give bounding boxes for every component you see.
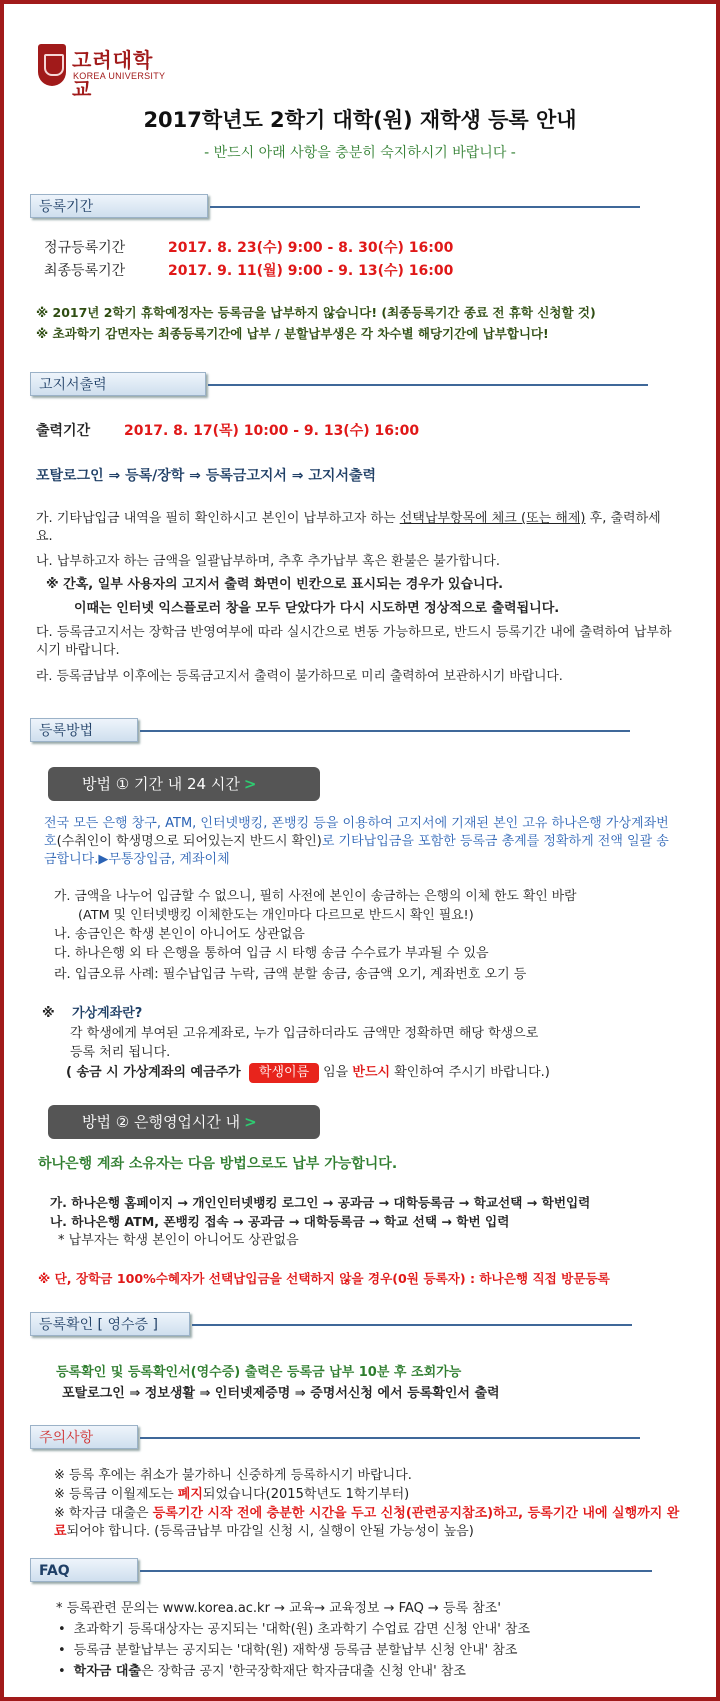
- logo-english: KOREA UNIVERSITY: [73, 71, 166, 81]
- section-divider: [140, 1570, 652, 1572]
- caution-loan: [54, 1505, 688, 1541]
- faq-item-rest: 은 장학금 공지 '한국장학재단 학자금대출 신청 안내' 참조: [141, 1664, 466, 1679]
- caution-carryover-emphasis: 폐지: [177, 1487, 203, 1502]
- method1-item-ga-note: (ATM 및 인터넷뱅킹 이체한도는 개인마다 다르므로 반드시 확인 필요!): [78, 908, 474, 923]
- notice-item-ga-text: 가. 기타납입금 내역을 필히 확인하시고 본인이 납부하고자 하는: [36, 511, 400, 526]
- method2-item-na: 나. 하나은행 ATM, 폰뱅킹 접속 → 공과금 → 대학등록금 → 학교 선택 → 학번 입력: [50, 1214, 510, 1229]
- faq-item: * 등록관련 문의는 www.korea.ac.kr → 교육→ 교육정보 → FAQ → 등록 참조': [56, 1601, 501, 1616]
- section-title: 주의사항: [30, 1425, 138, 1449]
- owner-note-mid: 임을: [323, 1065, 349, 1080]
- method1-item-ra: 라. 입금오류 사례: 필수납입금 누락, 금액 분할 송금, 송금액 오기, 계좌번호 오기 등: [54, 967, 527, 982]
- method1-desc-main: 전국 모든 은행 창구, ATM, 인터넷뱅킹, 폰뱅킹 등을 이용하여 고지서에 기재된 본인 고유 하나은행 가상계좌번호: [44, 816, 669, 849]
- method1-desc-type: ▶무통장입금, 계좌이체: [98, 852, 230, 867]
- faq-item: [58, 1663, 466, 1681]
- method1-button-label: 방법 ① 기간 내 24 시간: [82, 775, 240, 793]
- notice-item-da: 다. 등록금고지서는 장학금 반영여부에 따라 실시간으로 변동 가능하므로, 반드시 등록기간 내에 출력하여 납부하시기 바랍니다.: [36, 625, 672, 658]
- chevron-right-icon: >: [243, 775, 257, 793]
- caution-loan-text: ※ 학자금 대출은: [54, 1506, 153, 1521]
- section-title: 등록기간: [30, 194, 208, 218]
- section-title: 등록방법: [30, 718, 138, 742]
- virtual-account-title: 가상계좌란?: [72, 1006, 143, 1021]
- section-divider: [140, 1437, 640, 1439]
- faq-item: • 등록금 분할납부는 공지되는 '대학(원) 재학생 등록금 분할납부 신청 안내' 참조: [58, 1642, 517, 1660]
- method2-headline: 하나은행 계좌 소유자는 다음 방법으로도 납부 가능합니다.: [38, 1156, 398, 1172]
- section-header-notice: [30, 372, 660, 398]
- method2-item-ga: 가. 하나은행 홈페이지 → 개인인터넷뱅킹 로그인 → 공과금 → 대학등록금 → 학교선택 → 학번입력: [50, 1195, 591, 1210]
- method2-note: * 납부자는 학생 본인이 아니어도 상관없음: [58, 1233, 299, 1248]
- method2-warning: ※ 단, 장학금 100%수혜자가 선택납입금을 선택하지 않을 경우(0원 등록자) : 하나은행 직접 방문등록: [38, 1271, 610, 1286]
- method1-item-ga: 가. 금액을 나누어 입금할 수 없으니, 필히 사전에 본인이 송금하는 은행의 이체 한도 확인 바람: [54, 889, 577, 904]
- page-title: 2017학년도 2학기 대학(원) 재학생 등록 안내: [143, 108, 577, 132]
- final-period-label: 최종등록기간: [44, 263, 126, 279]
- method1-desc-tail: 로 기타납입금을 포함한 등록금 총계를 정확하게 전액 일괄 송금합니다.: [44, 834, 669, 867]
- print-period-label: 출력기간: [36, 423, 91, 439]
- virtual-account-desc-1: 각 학생에게 부여된 고유계좌로, 누가 입금하더라도 금액만 정확하면 해당 학생으로: [70, 1026, 539, 1041]
- notice-warning-2: 이때는 인터넷 익스플로러 창을 모두 닫았다가 다시 시도하면 정상적으로 출력됩니다.: [74, 601, 560, 616]
- section-divider: [192, 1324, 632, 1326]
- university-logo: [38, 44, 168, 101]
- section-header-confirm: [30, 1312, 640, 1338]
- owner-note-end: 확인하여 주시기 바랍니다.): [394, 1065, 550, 1080]
- method1-item-da: 다. 하나은행 외 타 은행을 통하여 입금 시 타행 송금 수수료가 부과될 수 있음: [54, 946, 489, 961]
- chevron-right-icon: >: [244, 1113, 257, 1131]
- section-title: 등록확인 [ 영수증 ]: [30, 1312, 190, 1336]
- owner-note-start: ( 송금 시 가상계좌의 예금주가: [66, 1065, 241, 1080]
- caution-carryover-tail: 되었습니다(2015학년도 1학기부터): [202, 1487, 410, 1502]
- faq-item-emphasis: 학자금 대출: [73, 1664, 141, 1679]
- method2-button-label: 방법 ② 은행영업시간 내: [82, 1113, 241, 1131]
- method1-description: [44, 815, 674, 869]
- page-subtitle: - 반드시 아래 사항을 충분히 숙지하시기 바랍니다 -: [204, 145, 516, 161]
- confirm-line-1: 등록확인 및 등록확인서(영수증) 출력은 등록금 납부 10분 후 조회가능: [56, 1365, 462, 1380]
- notice-item-na: 나. 납부하고자 하는 금액을 일괄납부하며, 추후 추가납부 혹은 환불은 불가합니다.: [36, 554, 501, 569]
- student-name-badge: 학생이름: [249, 1063, 319, 1083]
- owner-note-emphasis: 반드시: [352, 1065, 391, 1080]
- notice-item-ga-underline: 선택납부항목에 체크 (또는 해제): [399, 511, 586, 526]
- period-note-installment: ※ 초과학기 감면자는 최종등록기간에 납부 / 분할납부생은 각 차수별 해당기간에 납부합니다!: [36, 326, 549, 341]
- final-period-value: 2017. 9. 11(월) 9:00 - 9. 13(수) 16:00: [168, 263, 454, 279]
- notice-item-ga-tail: 후, 출력하세요.: [36, 511, 661, 544]
- print-period-value: 2017. 8. 17(목) 10:00 - 9. 13(수) 16:00: [124, 423, 420, 439]
- caution-loan-tail: 되어야 합니다. (등록금납부 마감일 신청 시, 실행이 안될 가능성이 높음): [66, 1524, 474, 1539]
- regular-period-value: 2017. 8. 23(수) 9:00 - 8. 30(수) 16:00: [168, 240, 454, 256]
- section-header-caution: [30, 1425, 660, 1451]
- section-title: 고지서출력: [30, 372, 206, 396]
- notice-item-ga: [36, 510, 666, 546]
- notice-item-ra: 라. 등록금납부 이후에는 등록금고지서 출력이 불가하므로 미리 출력하여 보관하시기 바랍니다.: [36, 669, 563, 684]
- faq-item: • 초과학기 등록대상자는 공지되는 '대학(원) 초과학기 수업료 감면 신청 안내' 참조: [58, 1621, 530, 1639]
- section-divider: [208, 384, 648, 386]
- caution-loan-emphasis: 등록기간 시작 전에 충분한 시간을 두고 신청(관련공지참조)하고, 등록기간 내에 실행까지 완료: [54, 1506, 680, 1539]
- period-note-leave: ※ 2017년 2학기 휴학예정자는 등록금을 납부하지 않습니다! (최종등록기간 종료 전 휴학 신청할 것): [36, 305, 596, 320]
- method1-desc-note: (수취인이 학생명으로 되어있는지 반드시 확인): [56, 834, 322, 849]
- caution-carryover-text: ※ 등록금 이월제도는: [54, 1487, 178, 1502]
- section-header-faq: [30, 1558, 670, 1584]
- logo-korean: 고려대학교: [72, 48, 154, 101]
- caution-cancel: ※ 등록 후에는 취소가 불가하니 신중하게 등록하시기 바랍니다.: [54, 1468, 412, 1483]
- regular-period-label: 정규등록기간: [44, 240, 126, 256]
- section-header-period: [30, 194, 650, 220]
- notice-warning-1: ※ 간혹, 일부 사용자의 고지서 출력 화면이 빈칸으로 표시되는 경우가 있습니다.: [46, 577, 504, 592]
- caution-carryover: [54, 1486, 409, 1504]
- crest-icon: [38, 44, 66, 86]
- confirm-path: 포탈로그인 ⇒ 정보생활 ⇒ 인터넷제증명 ⇒ 증명서신청 에서 등록확인서 출력: [62, 1386, 500, 1401]
- section-title: FAQ: [30, 1558, 138, 1582]
- virtual-account-mark: ※: [42, 1006, 55, 1021]
- notice-path: 포탈로그인 ⇒ 등록/장학 ⇒ 등록금고지서 ⇒ 고지서출력: [36, 468, 377, 484]
- virtual-account-desc-2: 등록 처리 됩니다.: [70, 1045, 171, 1060]
- method2-button[interactable]: [48, 1105, 320, 1139]
- section-divider: [210, 206, 640, 208]
- virtual-account-owner-note: [66, 1063, 550, 1083]
- method1-item-na: 나. 송금인은 학생 본인이 아니어도 상관없음: [54, 927, 305, 942]
- section-divider: [140, 730, 630, 732]
- method1-button[interactable]: [48, 767, 320, 801]
- section-header-method: [30, 718, 640, 744]
